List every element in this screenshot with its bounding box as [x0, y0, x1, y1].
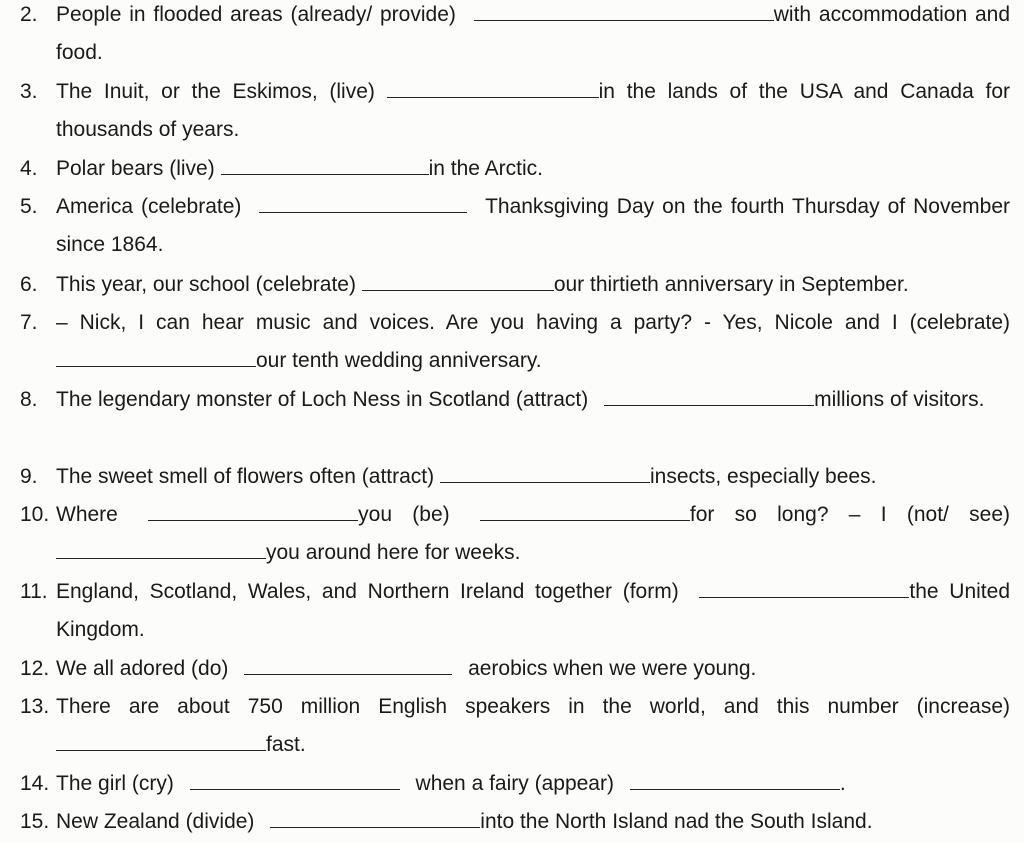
item-number: 11.	[20, 580, 48, 603]
item-text-mid2: for so long? – I (not/ see)	[689, 503, 1010, 526]
item-text-before: Where	[56, 503, 118, 526]
exercise-item-7	[20, 304, 1010, 380]
exercise-item-6	[20, 266, 1010, 304]
item-text-after: fast.	[266, 733, 306, 756]
item-number: 2.	[20, 3, 38, 26]
item-text-before: This year, our school (celebrate)	[56, 273, 356, 296]
item-text-after: our thirtieth anniversary in September.	[553, 273, 909, 296]
item-text-before: – Nick, I can hear music and voices. Are you having a party? - Yes, Nicole and I (celebrate)	[56, 311, 1010, 334]
answer-blank[interactable]	[362, 270, 554, 291]
item-number: 3.	[20, 80, 38, 103]
answer-blank[interactable]	[440, 462, 650, 483]
item-number: 14.	[20, 772, 50, 795]
answer-blank[interactable]	[56, 346, 256, 367]
item-number: 13.	[20, 695, 50, 718]
exercise-item-14	[20, 765, 1010, 803]
item-text-after: you around here for weeks.	[266, 541, 521, 564]
item-text-before: People in flooded areas (already/ provide)	[56, 3, 456, 26]
item-text-before: The girl (cry)	[56, 772, 174, 795]
exercise-item-2	[20, 0, 1010, 72]
item-text-after: insects, especially bees.	[649, 465, 877, 488]
item-text-after: millions of visitors.	[814, 388, 985, 411]
item-text-after: into the North Island nad the South Island.	[480, 810, 873, 833]
item-number: 7.	[20, 311, 38, 334]
exercise-item-13	[20, 688, 1010, 764]
item-text-mid: you (be)	[358, 503, 450, 526]
answer-blank[interactable]	[630, 769, 840, 790]
exercise-item-10	[20, 496, 1010, 572]
answer-blank[interactable]	[604, 385, 814, 406]
item-text-after: in the Arctic.	[428, 157, 543, 180]
item-text-before: The legendary monster of Loch Ness in Scotland (attract)	[56, 388, 589, 411]
answer-blank[interactable]	[221, 154, 429, 175]
answer-blank[interactable]	[148, 500, 358, 521]
item-text-after: aerobics when we were young.	[468, 657, 757, 680]
item-number: 8.	[20, 388, 38, 411]
item-text-after: Thanksgiving Day on the fourth Thursday of November since 1864.	[56, 195, 1010, 256]
exercise-item-15	[20, 803, 1010, 841]
answer-blank[interactable]	[480, 500, 690, 521]
answer-blank[interactable]	[244, 654, 452, 675]
item-text-before: Polar bears (live)	[56, 157, 215, 180]
item-text-after: with accommodation and food.	[56, 3, 1011, 64]
item-text-before: The sweet smell of flowers often (attract)	[56, 465, 435, 488]
item-text-after: .	[839, 772, 846, 795]
item-number: 9.	[20, 465, 38, 488]
exercise-item-12	[20, 650, 1010, 688]
exercise-item-5	[20, 188, 1010, 264]
item-number: 10.	[20, 503, 50, 526]
answer-blank[interactable]	[474, 0, 774, 21]
exercise-item-3	[20, 73, 1010, 149]
item-number: 4.	[20, 157, 38, 180]
item-text-mid: when a fairy (appear)	[415, 772, 614, 795]
item-text-before: America (celebrate)	[56, 195, 242, 218]
answer-blank[interactable]	[190, 769, 400, 790]
item-number: 5.	[20, 195, 38, 218]
exercise-item-9	[20, 458, 1010, 496]
item-text-after: in the lands of the USA and Canada for thousands of years.	[56, 80, 1010, 141]
item-number: 15.	[20, 810, 50, 833]
item-text-before: New Zealand (divide)	[56, 810, 255, 833]
answer-blank[interactable]	[387, 77, 599, 98]
answer-blank[interactable]	[56, 538, 266, 559]
item-text-before: We all adored (do)	[56, 657, 229, 680]
answer-blank[interactable]	[699, 577, 909, 598]
exercise-item-4	[20, 150, 1010, 188]
item-text-before: There are about 750 million English speakers in the world, and this number (increase)	[56, 695, 1010, 718]
exercise-item-8	[20, 381, 1010, 419]
answer-blank[interactable]	[270, 807, 480, 828]
item-text-after: our tenth wedding anniversary.	[256, 349, 542, 372]
answer-blank[interactable]	[259, 192, 467, 213]
item-text-after: the United Kingdom.	[56, 580, 1010, 641]
item-text-before: The Inuit, or the Eskimos, (live)	[56, 80, 375, 103]
answer-blank[interactable]	[56, 730, 266, 751]
exercise-item-11	[20, 573, 1010, 649]
item-number: 12.	[20, 657, 50, 680]
item-number: 6.	[20, 273, 38, 296]
item-text-before: England, Scotland, Wales, and Northern Ireland together (form)	[56, 580, 679, 603]
